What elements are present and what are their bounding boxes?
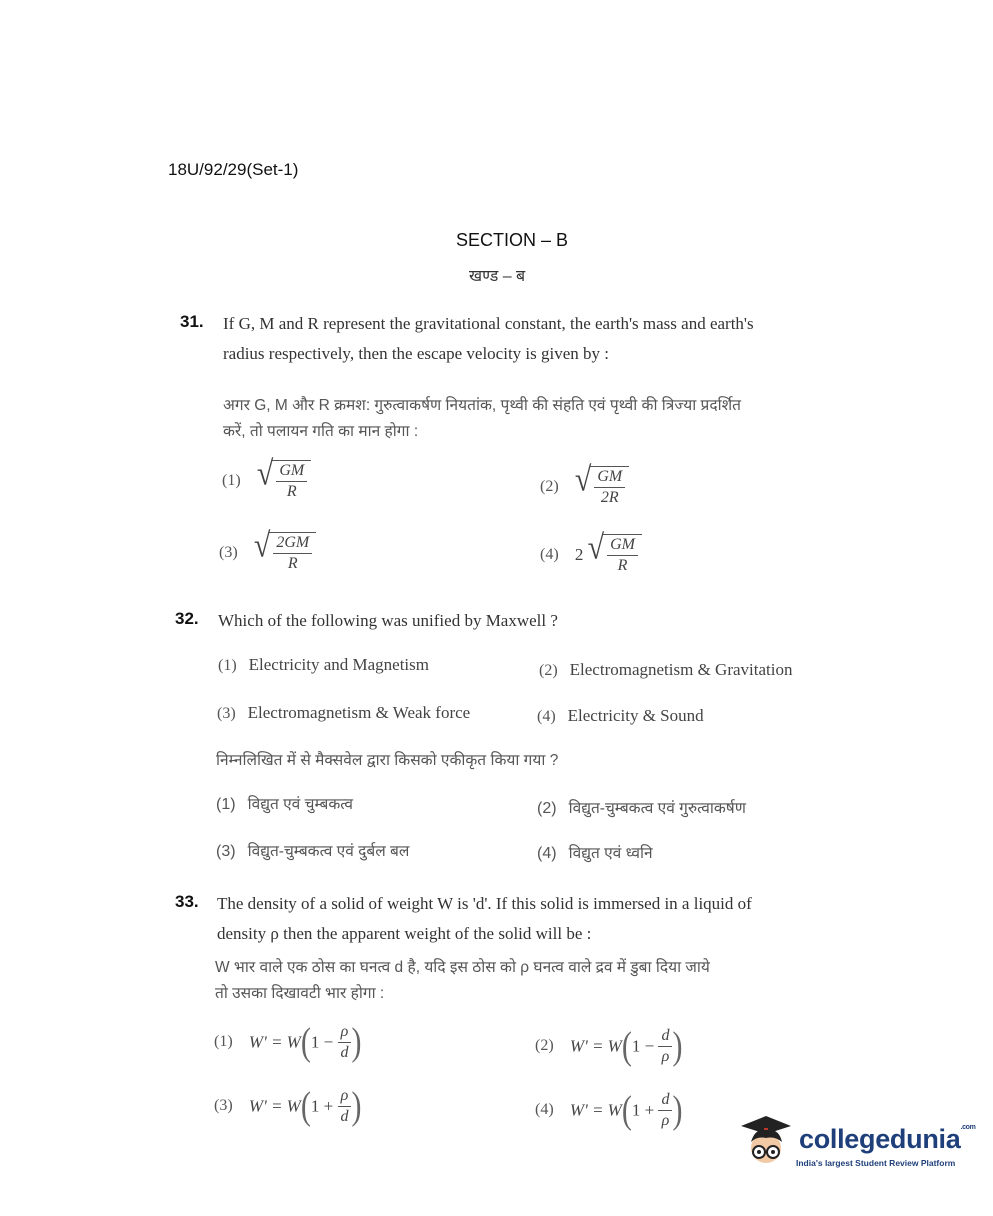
option-3[interactable] [217, 703, 470, 723]
option-label: (1) [214, 1033, 233, 1051]
question-text-hindi: निम्नलिखित में से मैक्सवेल द्वारा किसको एकीकृत किया गया ? [216, 752, 559, 769]
option-1[interactable] [214, 1022, 361, 1063]
left-bracket: ( [300, 1084, 311, 1128]
section-title-hindi: खण्ड – ब [469, 268, 526, 285]
option-2[interactable] [540, 460, 629, 508]
question-text-hindi [223, 393, 741, 445]
option-label: (2) [537, 800, 557, 817]
option-4-hindi[interactable] [537, 841, 653, 867]
option-3[interactable] [219, 526, 316, 574]
question-text [217, 889, 752, 949]
right-bracket: ) [351, 1020, 362, 1064]
question-text: Which of the following was unified by Maxwell ? [218, 611, 558, 630]
option-label: (4) [540, 545, 559, 563]
question-text-line: The density of a solid of weight W is 'd'. If this solid is immersed in a liquid of [217, 894, 752, 913]
option-1-hindi[interactable] [216, 792, 353, 818]
equation-lhs: W' = W [569, 1100, 622, 1120]
option-label: (4) [535, 1101, 554, 1119]
equation-term: 1 + [310, 1096, 334, 1116]
fraction-numerator: 2GM [273, 533, 312, 554]
fraction-numerator: GM [594, 467, 625, 488]
question-text-line: If G, M and R represent the gravitational constant, the earth's mass and earth's [223, 314, 754, 333]
option-text: विद्युत एवं ध्वनि [568, 845, 653, 862]
square-root-expression [574, 460, 629, 508]
fraction-denominator: 2R [600, 489, 619, 506]
fraction-denominator: R [617, 557, 628, 574]
fraction-numerator: GM [607, 535, 638, 556]
radical-icon: √ [256, 454, 274, 493]
option-text: Electricity and Magnetism [248, 655, 429, 674]
logo-wordmark[interactable] [799, 1124, 976, 1155]
question-number: 33. [175, 892, 199, 911]
fraction-denominator: ρ [661, 1048, 670, 1065]
option-text: Electricity & Sound [567, 706, 704, 725]
collegedunia-logo[interactable] [735, 1112, 797, 1177]
fraction-denominator: d [340, 1044, 349, 1061]
equation-term: 1 − [310, 1032, 334, 1052]
logo-text: collegedunia [799, 1124, 961, 1154]
question-text-line: करें, तो पलायन गति का मान होगा : [223, 423, 419, 440]
option-label: (2) [540, 477, 559, 495]
fraction-numerator: ρ [338, 1086, 352, 1107]
option-2-hindi[interactable] [537, 796, 746, 822]
option-text: विद्युत-चुम्बकत्व एवं गुरुत्वाकर्षण [568, 800, 746, 817]
option-4[interactable] [535, 1090, 682, 1131]
option-label: (1) [216, 796, 236, 813]
left-bracket: ( [621, 1024, 632, 1068]
fraction-denominator: d [340, 1108, 349, 1125]
square-root-expression [256, 454, 311, 502]
square-root-expression [587, 528, 642, 576]
radical-icon: √ [574, 460, 592, 499]
fraction-numerator: ρ [338, 1022, 352, 1043]
option-label: (3) [214, 1097, 233, 1115]
equation-lhs: W' = W [248, 1096, 301, 1116]
option-label: (3) [219, 543, 238, 561]
left-bracket: ( [300, 1020, 311, 1064]
fraction-numerator: d [658, 1026, 672, 1047]
option-label: (3) [217, 705, 236, 722]
fraction-numerator: GM [276, 461, 307, 482]
option-4[interactable] [540, 528, 642, 576]
question-text-hindi [215, 955, 710, 1007]
right-bracket: ) [351, 1084, 362, 1128]
fraction-numerator: d [658, 1090, 672, 1111]
option-2[interactable] [535, 1026, 682, 1067]
logo-tagline: India's largest Student Review Platform [796, 1158, 956, 1168]
question-text-line: अगर G, M और R क्रमश: गुरुत्वाकर्षण नियतांक, पृथ्वी की संहति एवं पृथ्वी की त्रिज्या प्रदर्शित [223, 397, 741, 414]
square-root-expression [253, 526, 316, 574]
option-label: (2) [539, 662, 558, 679]
option-label: (4) [537, 708, 556, 725]
option-1[interactable] [222, 454, 311, 502]
right-bracket: ) [672, 1088, 683, 1132]
question-text-line: density ρ then the apparent weight of the solid will be : [217, 924, 592, 943]
radical-icon: √ [253, 526, 271, 565]
coefficient: 2 [574, 545, 584, 564]
option-label: (3) [216, 843, 236, 860]
left-bracket: ( [621, 1088, 632, 1132]
option-label: (1) [218, 657, 237, 674]
question-number: 31. [180, 312, 204, 331]
equation-lhs: W' = W [248, 1032, 301, 1052]
question-text [223, 309, 754, 369]
option-1[interactable] [218, 655, 429, 675]
section-title: SECTION – B [456, 230, 569, 250]
equation-lhs: W' = W [569, 1036, 622, 1056]
option-text: Electromagnetism & Gravitation [569, 660, 793, 679]
equation-term: 1 − [631, 1036, 655, 1056]
option-3[interactable] [214, 1086, 361, 1127]
right-bracket: ) [672, 1024, 683, 1068]
option-text: विद्युत-चुम्बकत्व एवं दुर्बल बल [247, 843, 410, 860]
option-label: (4) [537, 845, 557, 862]
mascot-icon [735, 1112, 797, 1172]
option-2[interactable] [539, 660, 792, 680]
option-label: (2) [535, 1037, 554, 1055]
option-4[interactable] [537, 706, 704, 726]
fraction-denominator: ρ [661, 1112, 670, 1129]
fraction-denominator: R [286, 483, 297, 500]
question-text-line: W भार वाले एक ठोस का घनत्व d है, यदि इस ठोस को ρ घनत्व वाले द्रव में डुबा दिया जाये [215, 959, 710, 976]
option-text: विद्युत एवं चुम्बकत्व [247, 796, 353, 813]
question-text-line: तो उसका दिखावटी भार होगा : [215, 985, 385, 1002]
paper-code: 18U/92/29(Set-1) [168, 160, 299, 179]
logo-suffix: .com [960, 1124, 976, 1131]
fraction-denominator: R [287, 555, 298, 572]
option-text: Electromagnetism & Weak force [247, 703, 471, 722]
question-text-line: radius respectively, then the escape velocity is given by : [223, 344, 609, 363]
option-label: (1) [222, 471, 241, 489]
equation-term: 1 + [631, 1100, 655, 1120]
question-number: 32. [175, 609, 199, 628]
radical-icon: √ [587, 528, 605, 567]
option-3-hindi[interactable] [216, 839, 409, 865]
